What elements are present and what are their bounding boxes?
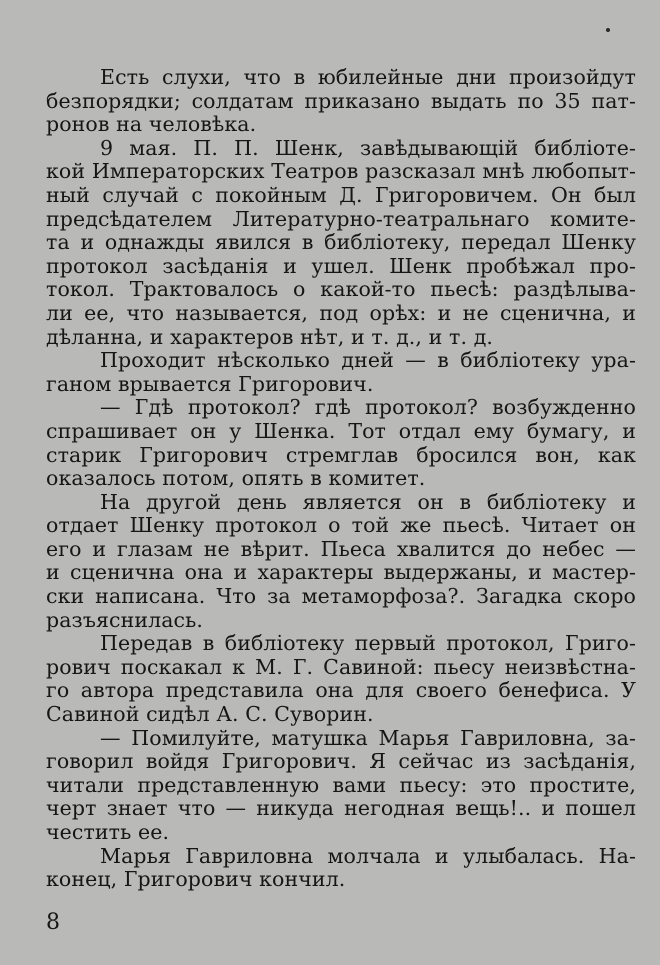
text-line: честить ее. bbox=[46, 820, 170, 844]
text-line: говорил войдя Григорович. Я сейчас из засѣданія, bbox=[46, 749, 636, 774]
text-line: Передав в библіотеку первый протокол, Григо- bbox=[100, 631, 636, 656]
text-line: Проходит нѣсколько дней — в библіотеку ура- bbox=[100, 348, 636, 373]
text-line: предсѣдателем Литературно-театральнаго комите- bbox=[46, 206, 636, 231]
text-line: безпорядки; солдатам приказано выдать по 35 пат- bbox=[46, 88, 636, 113]
page-number: 8 bbox=[46, 910, 60, 935]
text-line: спрашивает он у Шенка. Тот отдал ему бумагу, и bbox=[46, 418, 636, 443]
text-line: рович поскакал к М. Г. Савиной: пьесу неизвѣстна- bbox=[46, 654, 636, 679]
text-line: дѣланна, и характеров нѣт, и т. д., и т. д. bbox=[46, 324, 494, 349]
text-line: оказалось потом, опять в комитет. bbox=[46, 466, 426, 491]
text-line: ронов на человѣка. bbox=[46, 112, 257, 137]
text-line: Есть слухи, что в юбилейные дни произойдут bbox=[100, 65, 636, 89]
page-text bbox=[46, 66, 636, 892]
text-line: его и глазам не вѣрит. Пьеса хвалится до небес — bbox=[46, 536, 636, 561]
text-line: ный случай с покойным Д. Григоровичем. Он был bbox=[46, 182, 636, 207]
text-line: та и однажды явился в библіотеку, передал Шенку bbox=[46, 230, 636, 255]
text-line: 9 мая. П. П. Шенк, завѣдывающій библіоте- bbox=[100, 135, 636, 160]
text-line: конец, Григорович кончил. bbox=[46, 867, 346, 892]
text-line: ли ее, что называется, под орѣх: и не сценична, и bbox=[46, 300, 636, 325]
text-line: токол. Трактовалось о какой-то пьесѣ: раздѣлыва- bbox=[46, 277, 636, 302]
text-line: кой Императорских Театров разсказал мнѣ любопыт- bbox=[46, 159, 636, 184]
text-line: ски написана. Что за метаморфоза?. Загадка скоро bbox=[46, 584, 636, 609]
text-line: читали представленную вами пьесу: это простите, bbox=[46, 772, 636, 797]
text-line: ганом врывается Григорович. bbox=[46, 371, 374, 396]
text-line: черт знает что — никуда негодная вещь!.. и пошел bbox=[46, 796, 636, 821]
text-line: отдает Шенку протокол о той же пьесѣ. Читает он bbox=[46, 513, 636, 538]
text-line: Марья Гавриловна молчала и улыбалась. На- bbox=[100, 843, 636, 868]
text-line: Савиной сидѣл А. С. Суворин. bbox=[46, 702, 374, 727]
text-line: старик Григорович стремглав бросился вон, как bbox=[46, 442, 636, 467]
ink-speck bbox=[606, 28, 610, 32]
text-line: протокол засѣданія и ушел. Шенк пробѣжал про- bbox=[46, 253, 636, 278]
text-line: — Гдѣ протокол? гдѣ протокол? возбужденно bbox=[100, 395, 636, 420]
text-line: разъяснилась. bbox=[46, 607, 204, 632]
text-line: — Помилуйте, матушка Марья Гавриловна, за- bbox=[100, 725, 636, 750]
text-line: и сценична она и характеры выдержаны, и мастер- bbox=[46, 560, 636, 585]
text-line: На другой день является он в библіотеку и bbox=[100, 489, 636, 514]
text-line: го автора представила она для своего бенефиса. У bbox=[46, 678, 636, 703]
